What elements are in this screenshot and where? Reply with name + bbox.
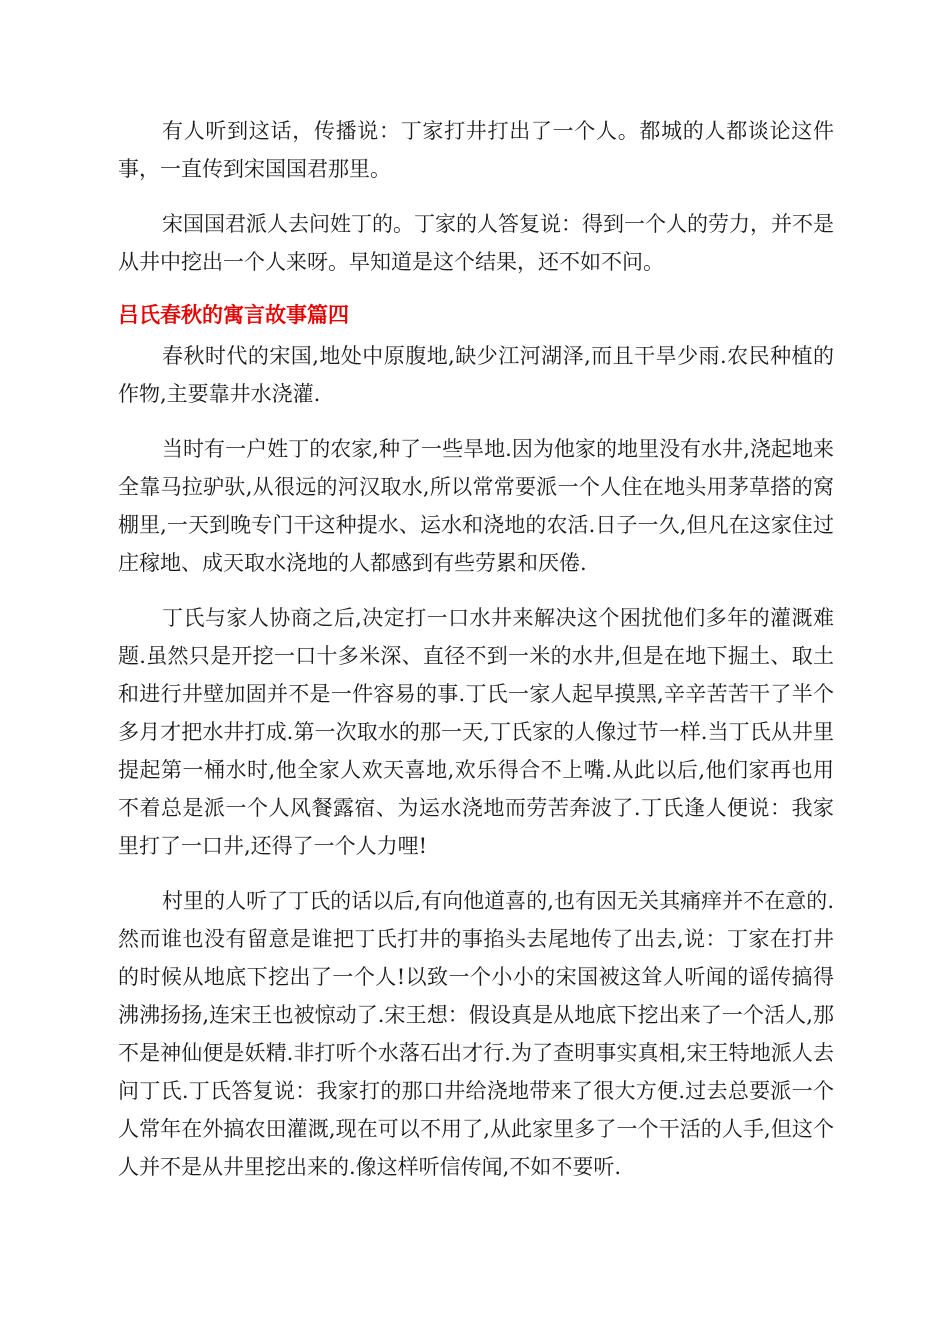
paragraph: 有人听到这话，传播说：丁家打井打出了一个人。都城的人都谈论这件事，一直传到宋国国君那里。 [118, 119, 834, 181]
paragraph: 宋国国君派人去问姓丁的。丁家的人答复说：得到一个人的劳力，并不是从井中挖出一个人来呀。早知道是这个结果，还不如不问。 [118, 212, 834, 274]
paragraph: 丁氏与家人协商之后,决定打一口水井来解决这个困扰他们多年的灌溉难题.虽然只是开挖一口十多米深、直径不到一米的水井,但是在地下掘土、取土和进行井壁加固并不是一件容易的事.丁氏一家人起早摸黑,辛辛苦苦干了半个多月才把水井打成.第一次取水的那一天,丁氏家的人像过节一样.当丁氏从井里提起第一桶水时,他全家人欢天喜地,欢乐得合不上嘴.从此以后,他们家再也用不着总是派一个人风餐露宿、为运水浇地而劳苦奔波了.丁氏逢人便说：我家里打了一口井,还得了一个人力哩! [118, 606, 834, 858]
document-page [118, 112, 834, 1203]
paragraph: 春秋时代的宋国,地处中原腹地,缺少江河湖泽,而且干旱少雨.农民种植的作物,主要靠井水浇灌. [118, 344, 834, 406]
section-heading: 吕氏春秋的寓言故事篇四 [118, 303, 349, 327]
paragraph: 村里的人听了丁氏的话以后,有向他道喜的,也有因无关其痛痒并不在意的.然而谁也没有留意是谁把丁氏打井的事掐头去尾地传了出去,说：丁家在打井的时候从地底下挖出了一个人!以致一个小小的宋国被这耸人听闻的谣传搞得沸沸扬扬,连宋王也被惊动了.宋王想：假设真是从地底下挖出来了一个活人,那不是神仙便是妖精.非打听个水落石出才行.为了查明事实真相,宋王特地派人去问丁氏.丁氏答复说：我家打的那口井给浇地带来了很大方便.过去总要派一个人常年在外搞农田灌溉,现在可以不用了,从此家里多了一个干活的人手,但这个人并不是从井里挖出来的.像这样听信传闻,不如不要听. [118, 889, 834, 1179]
paragraph: 当时有一户姓丁的农家,种了一些旱地.因为他家的地里没有水井,浇起地来全靠马拉驴驮,从很远的河汉取水,所以常常要派一个人住在地头用茅草搭的窝棚里,一天到晚专门干这种提水、运水和浇地的农活.日子一久,但凡在这家住过庄稼地、成天取水浇地的人都感到有些劳累和厌倦. [118, 437, 834, 575]
